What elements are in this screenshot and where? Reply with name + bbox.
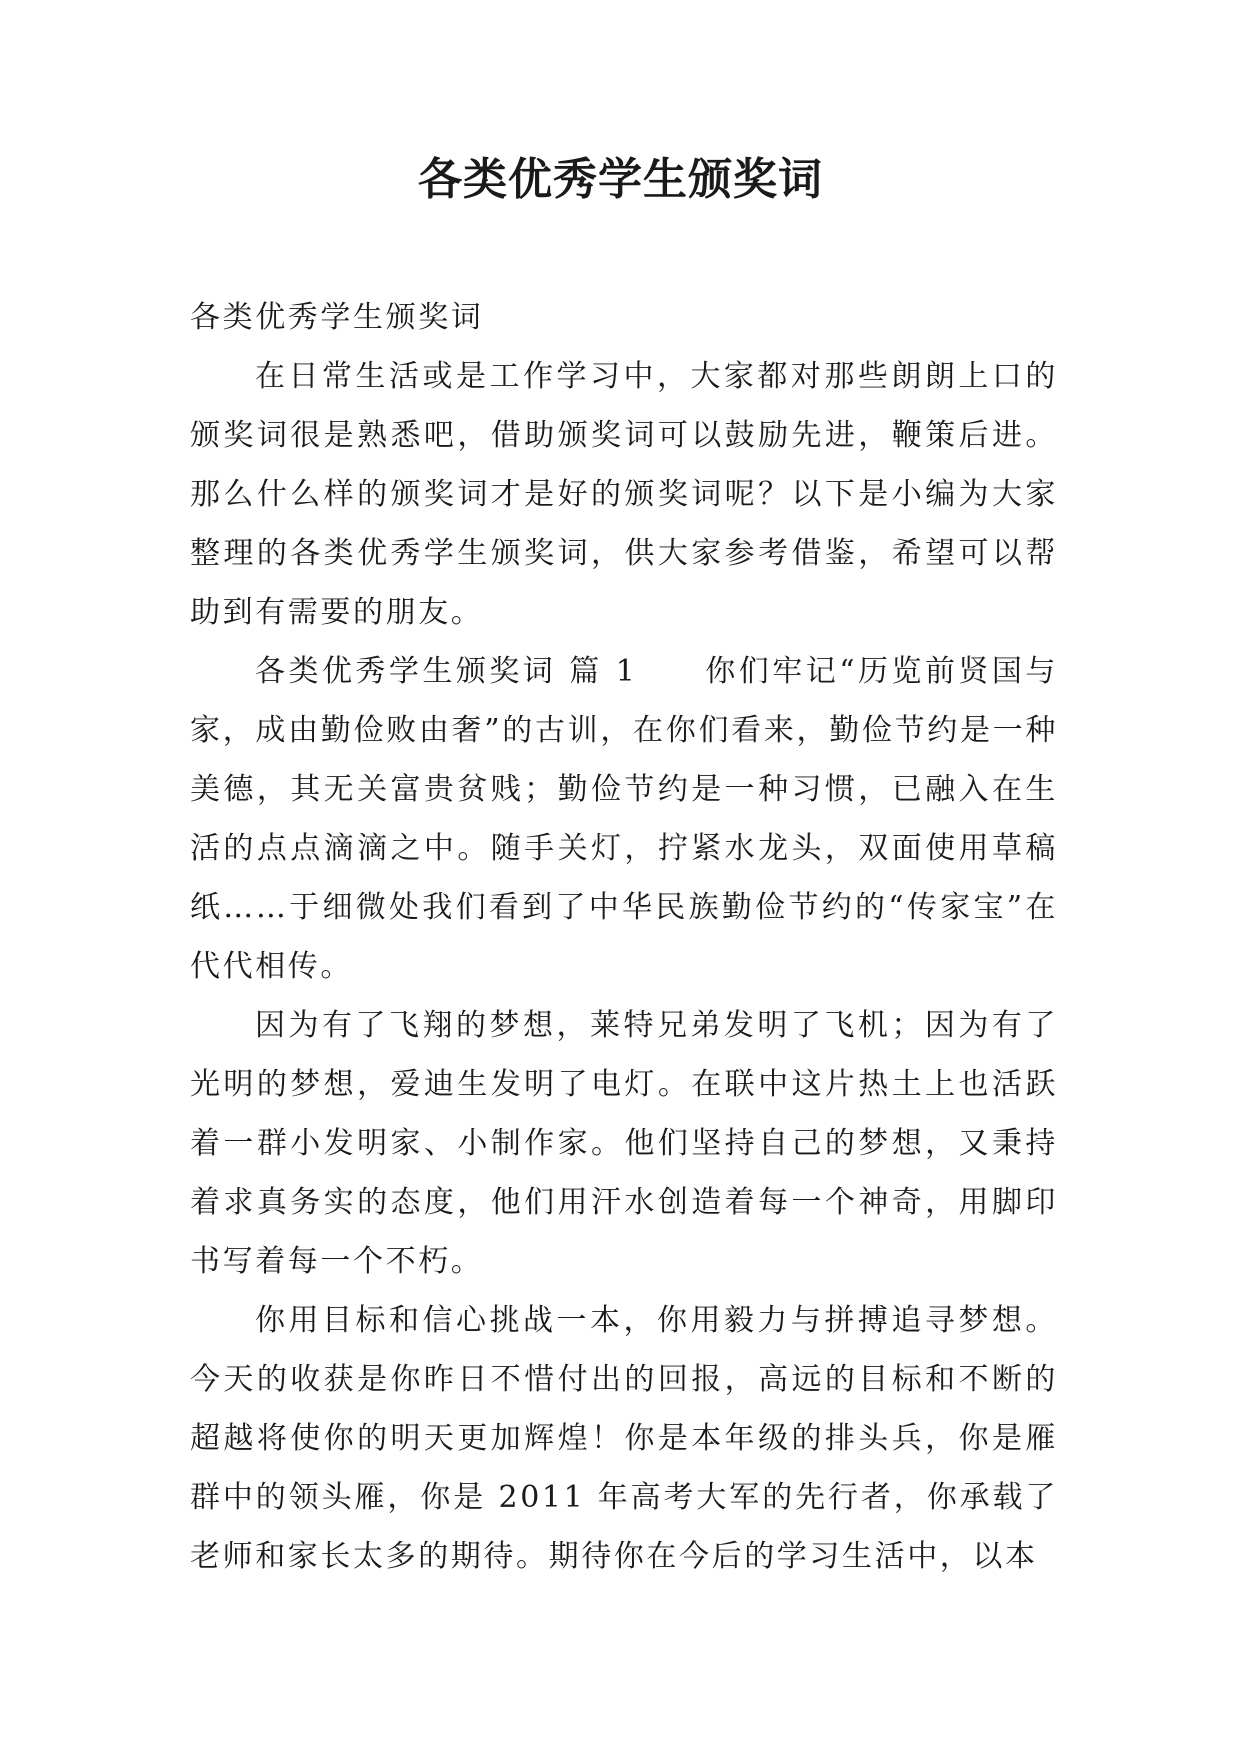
document-title: 各类优秀学生颁奖词	[418, 154, 823, 205]
intro-paragraph: 在日常生活或是工作学习中，大家都对那些朗朗上口的颁奖词很是熟悉吧，借助颁奖词可以鼓励先进，鞭策后进。那么什么样的颁奖词才是好的颁奖词呢？以下是小编为大家整理的各类优秀学生颁奖词，供大家参考借鉴，希望可以帮助到有需要的朋友。	[190, 359, 1058, 630]
inventors-paragraph: 因为有了飞翔的梦想，莱特兄弟发明了飞机；因为有了光明的梦想，爱迪生发明了电灯。在联中这片热土上也活跃着一群小发明家、小制作家。他们坚持自己的梦想，又秉持着求真务实的态度，他们用汗水创造着每一个神奇，用脚印书写着每一个不朽。	[190, 1008, 1058, 1279]
section-1-paragraph: 各类优秀学生颁奖词 篇 1 你们牢记“历览前贤国与家，成由勤俭败由奢”的古训，在你们看来，勤俭节约是一种美德，其无关富贵贫贱；勤俭节约是一种习惯，已融入在生活的点点滴滴之中。随手关灯，拧紧水龙头，双面使用草稿纸……于细微处我们看到了中华民族勤俭节约的“传家宝”在代代相传。	[190, 654, 1058, 984]
subtitle-paragraph: 各类优秀学生颁奖词	[190, 300, 484, 335]
top-student-paragraph: 你用目标和信心挑战一本，你用毅力与拼搏追寻梦想。今天的收获是你昨日不惜付出的回报，高远的目标和不断的超越将使你的明天更加辉煌！你是本年级的排头兵，你是雁群中的领头雁，你是 2011 年高考大军的先行者，你承载了老师和家长太多的期待。期待你在今后的学习生活中，以本	[190, 1303, 1058, 1574]
document-body	[190, 288, 1058, 1586]
